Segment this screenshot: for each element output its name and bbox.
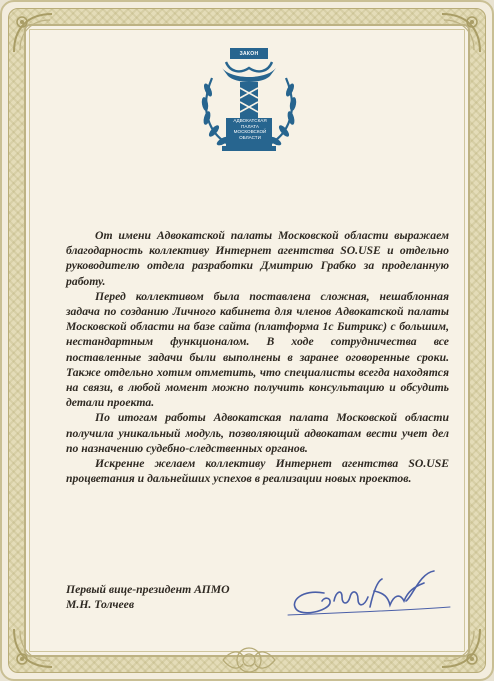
handwritten-signature-icon [284,567,454,625]
emblem-plaque-text [227,118,273,140]
bottom-ornament-icon [221,642,277,678]
signatory-name: М.Н. Толчеев [66,598,135,612]
letter-body [66,228,449,486]
letter-paragraph: Перед коллективом была поставлена сложная, нешаблонная задача по созданию Личного кабинета для членов Адвокатской палаты Московской области на базе сайта (платформа 1с Битрикс) с большим, нестандартным функционалом. В ходе сотрудничества все поставленные задачи были выполнены в заранее оговоренные сроки. Также отдельно хотим отметить, что специалисты всегда находятся на связи, в любой момент можно получить консультацию и обсудить детали проекта. [66,289,449,410]
signatory-title: Первый вице-президент АПМО [66,583,230,596]
emblem-plaque-line: АДВОКАТСКАЯ [233,118,267,123]
bar-chamber-emblem-icon [192,46,306,162]
corner-ornament-icon [438,625,484,671]
letter-paragraph: От имени Адвокатской палаты Московской области выражаем благодарность коллективу Интернет агентства SO.USE и отдельно руководителю отдела разработки Дмитрию Грабко за проделанную работу. [66,229,449,288]
emblem-plaque-line: МОСКОВСКОЙ [233,129,267,135]
corner-ornament-icon [10,625,56,671]
letter-paragraph: По итогам работы Адвокатская палата Московской области получила уникальный модуль, позволяющий адвокатам вести учет дел по назначению судебно-следственных органов. [66,411,449,455]
emblem-banner-text: ЗАКОН [239,51,259,57]
letter-paragraph: Искренне желаем коллективу Интернет агентства SO.USE процветания и дальнейших успехов в реализации новых проектов. [66,457,449,486]
corner-ornament-icon [438,10,484,56]
signatory-block [66,582,230,613]
emblem-plaque-line: ОБЛАСТИ [239,134,261,140]
emblem-plaque-line: ПАЛАТА [241,123,259,129]
corner-ornament-icon [10,10,56,56]
